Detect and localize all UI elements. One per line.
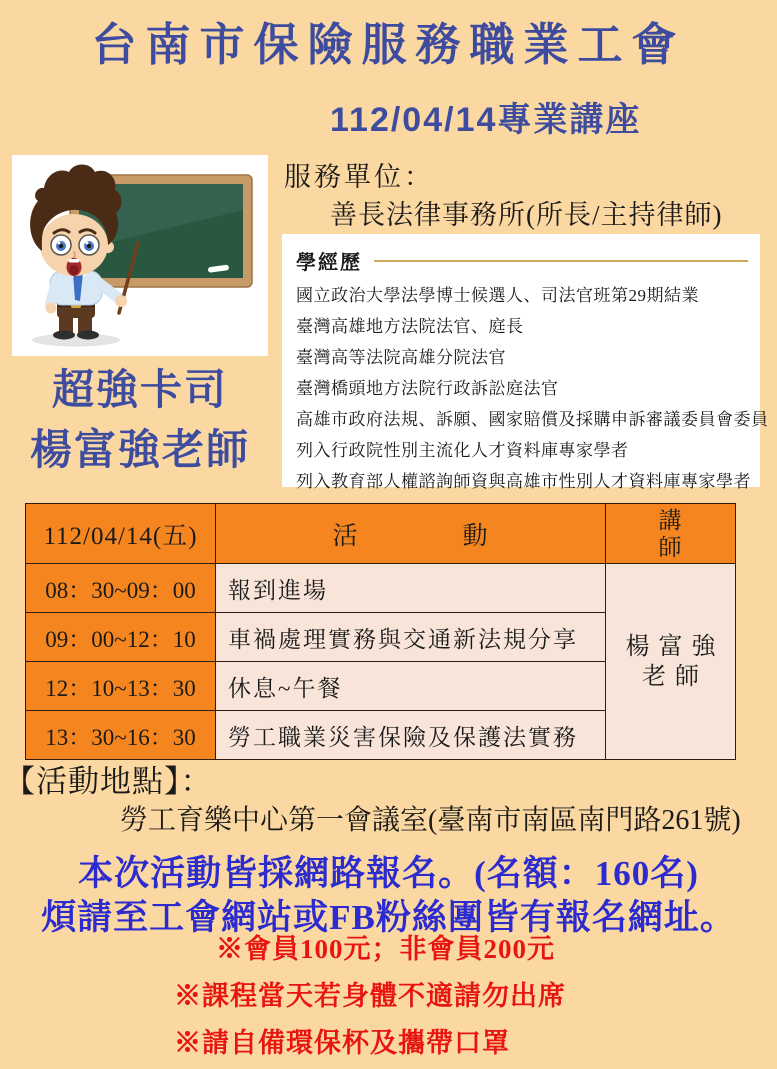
schedule-row bbox=[26, 564, 736, 613]
note-fee: ※會員100元；非會員200元 bbox=[216, 934, 555, 964]
credential-item: 國立政治大學法學博士候選人、司法官班第29期結業 bbox=[296, 286, 699, 305]
credential-item: 臺灣橋頭地方法院行政訴訟庭法官 bbox=[296, 379, 559, 398]
schedule-time: 13：30~16：30 bbox=[26, 711, 216, 760]
teacher-illustration-box bbox=[12, 155, 268, 356]
schedule-header-lecturer: 講師 bbox=[606, 504, 736, 564]
schedule-lecturer-cell bbox=[606, 564, 736, 760]
credential-item: 列入教育部人權諮詢師資與高雄市性別人才資料庫專家學者 bbox=[296, 472, 751, 491]
event-subtitle: 112/04/14專業講座 bbox=[330, 101, 642, 139]
credential-item: 高雄市政府法規、訴願、國家賠償及採購申訴審議委員會委員 bbox=[296, 410, 769, 429]
location-label: 【活動地點】： bbox=[4, 764, 213, 799]
schedule-header-activity: 活 動 bbox=[216, 504, 606, 564]
note-bring-items: ※請自備環保杯及攜帶口罩 bbox=[174, 1028, 510, 1058]
speaker-promo bbox=[0, 360, 280, 480]
schedule-header-date: 112/04/14(五) bbox=[26, 504, 216, 564]
schedule-activity: 休息~午餐 bbox=[216, 662, 606, 711]
schedule-time: 08：30~09：00 bbox=[26, 564, 216, 613]
speaker-promo-line1: 超強卡司 bbox=[51, 366, 228, 413]
credentials-panel bbox=[282, 234, 769, 491]
registration-line2: 煩請至工會網站或FB粉絲團皆有報名網址。 bbox=[41, 898, 736, 937]
location-value: 勞工育樂中心第一會議室(臺南市南區南門路261號) bbox=[120, 805, 741, 836]
schedule-header-row bbox=[26, 504, 736, 564]
credentials-underline bbox=[374, 260, 748, 262]
teacher-illustration bbox=[12, 155, 268, 356]
credentials-heading-row bbox=[296, 246, 748, 275]
schedule-activity: 報到進場 bbox=[216, 564, 606, 613]
speaker-promo-line2: 楊富強老師 bbox=[29, 426, 250, 473]
service-unit-value: 善長法律事務所(所長/主持律師) bbox=[330, 200, 723, 230]
lecturer-name-line1: 楊富強 bbox=[625, 633, 725, 660]
credential-item: 臺灣高等法院高雄分院法官 bbox=[296, 348, 506, 367]
credentials-heading: 學經歷 bbox=[296, 252, 362, 274]
schedule-time: 12：10~13：30 bbox=[26, 662, 216, 711]
lecturer-name-line2: 老師 bbox=[642, 663, 708, 690]
schedule-activity: 勞工職業災害保險及保護法實務 bbox=[216, 711, 606, 760]
service-unit-label: 服務單位： bbox=[284, 162, 434, 192]
schedule-time: 09：00~12：10 bbox=[26, 613, 216, 662]
schedule-activity: 車禍處理實務與交通新法規分享 bbox=[216, 613, 606, 662]
page-title: 台南市保險服務職業工會 bbox=[91, 19, 686, 70]
credential-item: 列入行政院性別主流化人才資料庫專家學者 bbox=[296, 441, 629, 460]
note-health: ※課程當天若身體不適請勿出席 bbox=[174, 981, 566, 1011]
schedule-table bbox=[25, 503, 736, 760]
credential-item: 臺灣高雄地方法院法官、庭長 bbox=[296, 317, 524, 336]
registration-line1: 本次活動皆採網路報名。(名額：160名) bbox=[78, 854, 699, 893]
